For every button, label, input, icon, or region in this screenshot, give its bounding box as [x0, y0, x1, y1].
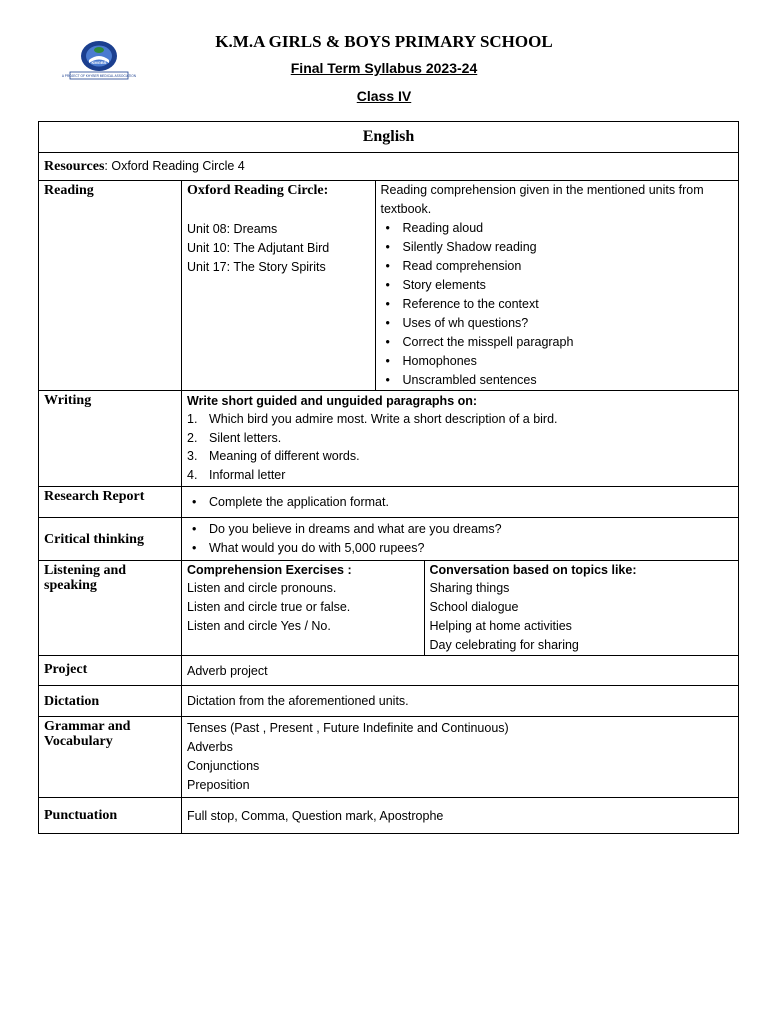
list-item: 4. Informal letter — [187, 467, 286, 482]
writing-label: Writing — [39, 391, 182, 487]
research-label: Research Report — [39, 487, 182, 518]
resources-label: Resources — [44, 158, 105, 174]
research-row — [39, 487, 739, 518]
list-item: • Homophones — [381, 352, 734, 371]
critical-list — [187, 520, 733, 558]
writing-row — [39, 391, 739, 487]
list-item: • Unscrambled sentences — [381, 371, 734, 390]
subject-row — [39, 122, 739, 153]
punctuation-row — [39, 798, 739, 834]
reading-unit: Unit 17: The Story Spirits — [187, 260, 326, 274]
list-item: Listen and circle true or false. — [187, 600, 351, 614]
project-value: Adverb project — [182, 656, 739, 686]
listening-label: Listening and speaking — [39, 561, 182, 656]
list-item: Conjunctions — [187, 759, 260, 773]
critical-label: Critical thinking — [39, 518, 182, 561]
list-item: • Complete the application format. — [187, 493, 733, 512]
reading-row — [39, 181, 739, 391]
resources-row — [39, 153, 739, 181]
reading-label: Reading — [39, 181, 182, 391]
list-item: • Silently Shadow reading — [381, 238, 734, 257]
project-row — [39, 656, 739, 686]
reading-unit: Unit 10: The Adjutant Bird — [187, 241, 330, 255]
list-item: 3. Meaning of different words. — [187, 449, 360, 463]
list-item: • Uses of wh questions? — [381, 314, 734, 333]
list-item: Helping at home activities — [429, 619, 572, 633]
reading-unit: Unit 08: Dreams — [187, 222, 278, 236]
writing-heading: Write short guided and unguided paragraphs on: — [187, 394, 478, 408]
class-title: Class IV — [356, 88, 412, 104]
list-item: Tenses (Past , Present , Future Indefinite and Continuous) — [187, 721, 509, 735]
reading-book-title: Oxford Reading Circle: — [187, 183, 329, 198]
critical-row — [39, 518, 739, 561]
listening-left-heading: Comprehension Exercises : — [187, 563, 352, 577]
dictation-row — [39, 686, 739, 717]
punctuation-value: Full stop, Comma, Question mark, Apostrophe — [182, 798, 739, 834]
list-item: • Reading aloud — [381, 219, 734, 238]
writing-list — [187, 410, 733, 484]
syllabus-table — [38, 121, 739, 834]
punctuation-label: Punctuation — [39, 798, 182, 834]
list-item: • Story elements — [381, 276, 734, 295]
list-item: Day celebrating for sharing — [429, 638, 579, 652]
grammar-label: Grammar and Vocabulary — [39, 717, 182, 798]
grammar-row — [39, 717, 739, 798]
dictation-label: Dictation — [39, 686, 182, 717]
list-item: • Read comprehension — [381, 257, 734, 276]
school-name: K.M.A GIRLS & BOYS PRIMARY SCHOOL — [215, 32, 553, 51]
project-label: Project — [39, 656, 182, 686]
svg-text:KMGBS: KMGBS — [91, 60, 107, 65]
listening-row — [39, 561, 739, 656]
reading-bullet-list — [381, 219, 734, 390]
list-item: Preposition — [187, 778, 250, 792]
list-item: • What would you do with 5,000 rupees? — [187, 539, 733, 558]
subject-title: English — [39, 122, 739, 153]
dictation-value: Dictation from the aforementioned units. — [182, 686, 739, 717]
list-item: • Reference to the context — [381, 295, 734, 314]
list-item: • Correct the misspell paragraph — [381, 333, 734, 352]
list-item: School dialogue — [429, 600, 519, 614]
logo-caption: A PROJECT OF KHYBER MEDICAL ASSOCIATION — [61, 74, 137, 79]
listening-right-heading: Conversation based on topics like: — [429, 563, 637, 577]
research-list — [187, 493, 733, 512]
list-item: Adverbs — [187, 740, 233, 754]
resources-value: : Oxford Reading Circle 4 — [104, 158, 245, 173]
list-item: Sharing things — [429, 581, 510, 595]
list-item: 1. Which bird you admire most. Write a short description of a bird. — [187, 412, 558, 426]
list-item: 2. Silent letters. — [187, 430, 282, 445]
list-item: • Do you believe in dreams and what are you dreams? — [187, 520, 733, 539]
reading-intro: Reading comprehension given in the mentioned units from textbook. — [380, 183, 704, 216]
syllabus-title: Final Term Syllabus 2023-24 — [290, 60, 478, 76]
list-item: Listen and circle pronouns. — [187, 581, 337, 595]
list-item: Listen and circle Yes / No. — [187, 619, 331, 633]
